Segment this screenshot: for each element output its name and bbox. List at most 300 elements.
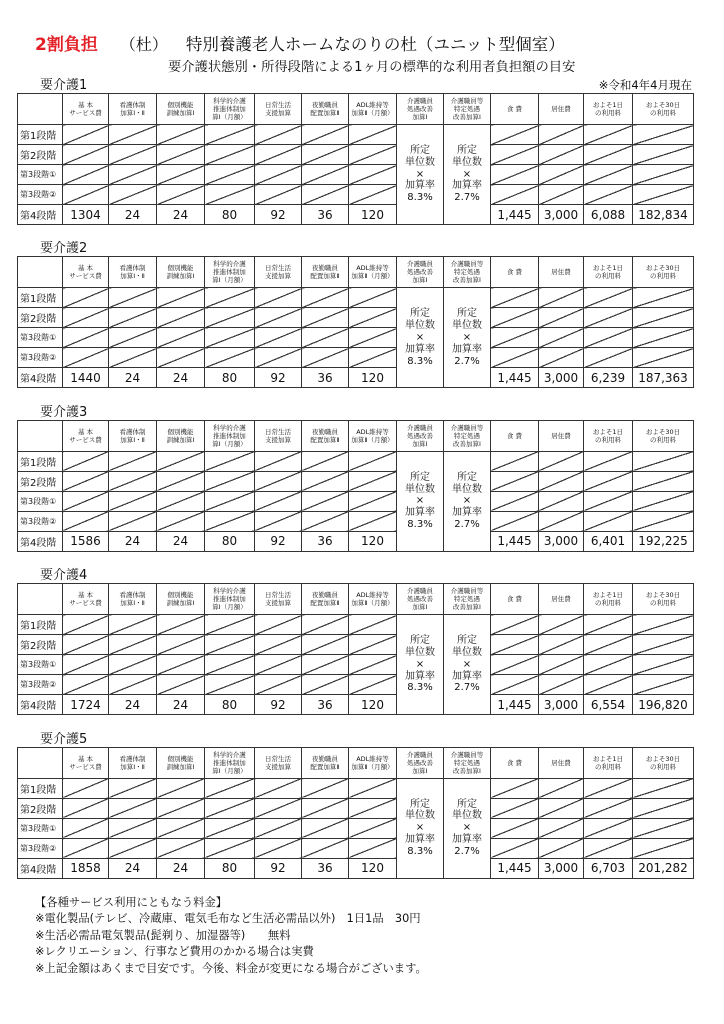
not-applicable-cell — [302, 511, 349, 531]
residence-cost: 3,000 — [539, 205, 584, 225]
stage-row — [18, 308, 694, 328]
stage-row — [18, 818, 694, 838]
col-header-residence-cost: 居住費 — [539, 420, 584, 451]
not-applicable-cell — [539, 185, 584, 205]
care-level-section — [17, 405, 693, 568]
not-applicable-cell — [633, 451, 694, 471]
col-header-daily-life-support: 日常生活 支援加算 — [255, 94, 302, 125]
not-applicable-cell — [491, 308, 539, 328]
not-applicable-cell — [302, 838, 349, 858]
stage-row — [18, 368, 694, 388]
daily-fee-estimate: 6,088 — [584, 205, 633, 225]
not-applicable-cell — [539, 348, 584, 368]
not-applicable-cell — [205, 818, 255, 838]
as-of-date: ※令和4年4月現在 — [598, 78, 692, 92]
not-applicable-cell — [157, 798, 205, 818]
addition-formula: 所定 単位数 × 加算率 — [405, 635, 435, 682]
not-applicable-cell — [63, 778, 109, 798]
not-applicable-cell — [302, 328, 349, 348]
col-header-night-staff: 夜勤職員 配置加算Ⅱ — [302, 94, 349, 125]
not-applicable-cell — [109, 348, 157, 368]
addition-formula: 所定 単位数 × 加算率 — [405, 308, 435, 355]
not-applicable-cell — [63, 308, 109, 328]
not-applicable-cell — [109, 818, 157, 838]
not-applicable-cell — [491, 778, 539, 798]
not-applicable-cell — [539, 288, 584, 308]
stage-label: 第1段階 — [18, 288, 63, 308]
col-header-treatment-improvement: 介護職員 処遇改善 加算Ⅰ — [397, 94, 444, 125]
not-applicable-cell — [255, 451, 302, 471]
col-header-adl: ADL維持等 加算Ⅱ（月額） — [349, 94, 397, 125]
not-applicable-cell — [63, 471, 109, 491]
not-applicable-cell — [539, 615, 584, 635]
not-applicable-cell — [633, 675, 694, 695]
col-header-food-cost: 食 費 — [491, 584, 539, 615]
col-header-residence-cost: 居住費 — [539, 584, 584, 615]
care-level-section — [17, 568, 693, 731]
col-header-daily-life-support: 日常生活 支援加算 — [255, 747, 302, 778]
col-header-base-service: 基 本 サービス費 — [63, 747, 109, 778]
not-applicable-cell — [491, 675, 539, 695]
monthly-fee-estimate: 196,820 — [633, 695, 694, 715]
stage-row — [18, 655, 694, 675]
not-applicable-cell — [584, 818, 633, 838]
not-applicable-cell — [539, 308, 584, 328]
col-header-daily-fee: およそ1日 の利用料 — [584, 257, 633, 288]
not-applicable-cell — [205, 778, 255, 798]
not-applicable-cell — [539, 125, 584, 145]
facility-abbreviation: （杜） — [119, 35, 168, 54]
stage-row — [18, 635, 694, 655]
not-applicable-cell — [633, 145, 694, 165]
col-header-residence-cost: 居住費 — [539, 747, 584, 778]
function-training-addition: 24 — [157, 695, 205, 715]
not-applicable-cell — [491, 491, 539, 511]
not-applicable-cell — [539, 451, 584, 471]
not-applicable-cell — [633, 778, 694, 798]
specific-treatment-note — [444, 615, 491, 715]
stage-label: 第4段階 — [18, 531, 63, 551]
not-applicable-cell — [157, 165, 205, 185]
not-applicable-cell — [255, 838, 302, 858]
not-applicable-cell — [157, 675, 205, 695]
not-applicable-cell — [491, 798, 539, 818]
document-title — [35, 35, 565, 55]
col-header-adl: ADL維持等 加算Ⅱ（月額） — [349, 584, 397, 615]
not-applicable-cell — [255, 491, 302, 511]
scientific-care-addition: 80 — [205, 368, 255, 388]
col-header-food-cost: 食 費 — [491, 257, 539, 288]
not-applicable-cell — [584, 675, 633, 695]
treatment-rate: 8.3% — [407, 682, 433, 694]
not-applicable-cell — [633, 655, 694, 675]
not-applicable-cell — [109, 491, 157, 511]
base-service-fee: 1858 — [63, 858, 109, 878]
col-header-adl: ADL維持等 加算Ⅱ（月額） — [349, 420, 397, 451]
not-applicable-cell — [109, 308, 157, 328]
fee-table — [17, 747, 694, 879]
not-applicable-cell — [584, 145, 633, 165]
not-applicable-cell — [302, 185, 349, 205]
not-applicable-cell — [109, 655, 157, 675]
not-applicable-cell — [157, 348, 205, 368]
not-applicable-cell — [584, 288, 633, 308]
col-header-specific-treatment: 介護職員等 特定処遇 改善加算Ⅰ — [444, 257, 491, 288]
col-header-food-cost: 食 費 — [491, 420, 539, 451]
not-applicable-cell — [349, 798, 397, 818]
stage-label: 第3段階② — [18, 675, 63, 695]
not-applicable-cell — [205, 615, 255, 635]
col-header-nursing-system: 看護体制 加算Ⅰ・Ⅱ — [109, 584, 157, 615]
not-applicable-cell — [584, 451, 633, 471]
specific-treatment-note — [444, 778, 491, 878]
daily-life-support-addition: 92 — [255, 205, 302, 225]
fee-table — [17, 93, 694, 225]
not-applicable-cell — [63, 185, 109, 205]
not-applicable-cell — [539, 471, 584, 491]
not-applicable-cell — [63, 165, 109, 185]
stage-row — [18, 695, 694, 715]
not-applicable-cell — [255, 635, 302, 655]
addition-formula: 所定 単位数 × 加算率 — [452, 635, 482, 682]
care-level-title: 要介護4 — [40, 568, 88, 584]
not-applicable-cell — [255, 798, 302, 818]
not-applicable-cell — [302, 288, 349, 308]
not-applicable-cell — [109, 798, 157, 818]
not-applicable-cell — [205, 838, 255, 858]
stage-label: 第3段階① — [18, 818, 63, 838]
facility-name: 特別養護老人ホームなのりの杜（ユニット型個室） — [185, 35, 565, 54]
not-applicable-cell — [302, 145, 349, 165]
treatment-rate: 8.3% — [407, 518, 433, 530]
nursing-system-addition: 24 — [109, 858, 157, 878]
function-training-addition: 24 — [157, 858, 205, 878]
not-applicable-cell — [539, 798, 584, 818]
stage-label: 第3段階② — [18, 511, 63, 531]
not-applicable-cell — [205, 185, 255, 205]
stage-label: 第3段階② — [18, 838, 63, 858]
residence-cost: 3,000 — [539, 531, 584, 551]
not-applicable-cell — [302, 125, 349, 145]
col-header-30-day-fee: およそ30日 の利用料 — [633, 420, 694, 451]
addition-formula: 所定 単位数 × 加算率 — [452, 798, 482, 845]
col-header-base-service: 基 本 サービス費 — [63, 420, 109, 451]
not-applicable-cell — [157, 511, 205, 531]
not-applicable-cell — [584, 615, 633, 635]
stage-row — [18, 185, 694, 205]
header-row — [18, 420, 694, 451]
not-applicable-cell — [584, 635, 633, 655]
monthly-fee-estimate: 182,834 — [633, 205, 694, 225]
corner-cell — [18, 747, 63, 778]
not-applicable-cell — [63, 451, 109, 471]
not-applicable-cell — [109, 165, 157, 185]
stage-label: 第4段階 — [18, 858, 63, 878]
not-applicable-cell — [539, 838, 584, 858]
care-level-title: 要介護1 — [40, 78, 88, 93]
stage-row — [18, 471, 694, 491]
not-applicable-cell — [255, 655, 302, 675]
not-applicable-cell — [633, 328, 694, 348]
not-applicable-cell — [491, 818, 539, 838]
not-applicable-cell — [349, 491, 397, 511]
not-applicable-cell — [255, 511, 302, 531]
not-applicable-cell — [302, 675, 349, 695]
stage-row — [18, 675, 694, 695]
col-header-residence-cost: 居住費 — [539, 94, 584, 125]
not-applicable-cell — [584, 165, 633, 185]
care-level-title: 要介護3 — [40, 404, 88, 420]
specific-treatment-rate: 2.7% — [454, 845, 480, 857]
not-applicable-cell — [63, 655, 109, 675]
adl-addition: 120 — [349, 858, 397, 878]
residence-cost: 3,000 — [539, 695, 584, 715]
col-header-30-day-fee: およそ30日 の利用料 — [633, 584, 694, 615]
not-applicable-cell — [157, 145, 205, 165]
food-cost: 1,445 — [491, 531, 539, 551]
document-subtitle: 要介護状態別・所得段階による1ヶ月の標準的な利用者負担額の目安 — [168, 60, 576, 75]
not-applicable-cell — [349, 165, 397, 185]
stage-label: 第3段階① — [18, 491, 63, 511]
specific-treatment-note — [444, 125, 491, 225]
food-cost: 1,445 — [491, 858, 539, 878]
not-applicable-cell — [63, 838, 109, 858]
col-header-function-training: 個別機能 訓練加算Ⅰ — [157, 94, 205, 125]
not-applicable-cell — [205, 635, 255, 655]
not-applicable-cell — [302, 798, 349, 818]
base-service-fee: 1724 — [63, 695, 109, 715]
col-header-base-service: 基 本 サービス費 — [63, 257, 109, 288]
not-applicable-cell — [255, 185, 302, 205]
not-applicable-cell — [539, 511, 584, 531]
stage-label: 第1段階 — [18, 125, 63, 145]
not-applicable-cell — [633, 838, 694, 858]
not-applicable-cell — [255, 125, 302, 145]
not-applicable-cell — [109, 288, 157, 308]
not-applicable-cell — [255, 675, 302, 695]
food-cost: 1,445 — [491, 205, 539, 225]
night-staff-addition: 36 — [302, 205, 349, 225]
not-applicable-cell — [205, 288, 255, 308]
stage-label: 第2段階 — [18, 471, 63, 491]
not-applicable-cell — [539, 491, 584, 511]
not-applicable-cell — [255, 308, 302, 328]
night-staff-addition: 36 — [302, 858, 349, 878]
col-header-specific-treatment: 介護職員等 特定処遇 改善加算Ⅰ — [444, 420, 491, 451]
food-cost: 1,445 — [491, 695, 539, 715]
treatment-improvement-note — [397, 288, 444, 388]
specific-treatment-rate: 2.7% — [454, 682, 480, 694]
not-applicable-cell — [157, 778, 205, 798]
not-applicable-cell — [539, 778, 584, 798]
not-applicable-cell — [302, 165, 349, 185]
stage-row — [18, 288, 694, 308]
col-header-function-training: 個別機能 訓練加算Ⅰ — [157, 747, 205, 778]
not-applicable-cell — [491, 288, 539, 308]
not-applicable-cell — [205, 348, 255, 368]
not-applicable-cell — [539, 818, 584, 838]
corner-cell — [18, 257, 63, 288]
corner-cell — [18, 420, 63, 451]
care-level-title: 要介護2 — [40, 241, 88, 257]
not-applicable-cell — [63, 288, 109, 308]
adl-addition: 120 — [349, 205, 397, 225]
col-header-daily-fee: およそ1日 の利用料 — [584, 420, 633, 451]
not-applicable-cell — [109, 838, 157, 858]
burden-ratio-label: 2割負担 — [35, 35, 98, 55]
not-applicable-cell — [63, 818, 109, 838]
not-applicable-cell — [539, 165, 584, 185]
food-cost: 1,445 — [491, 368, 539, 388]
col-header-scientific-care: 科学的介護 推進体制加 算Ⅰ（月額） — [205, 94, 255, 125]
not-applicable-cell — [349, 451, 397, 471]
stage-row — [18, 205, 694, 225]
not-applicable-cell — [157, 635, 205, 655]
not-applicable-cell — [584, 511, 633, 531]
night-staff-addition: 36 — [302, 531, 349, 551]
col-header-residence-cost: 居住費 — [539, 257, 584, 288]
stage-label: 第1段階 — [18, 451, 63, 471]
stage-row — [18, 165, 694, 185]
not-applicable-cell — [255, 145, 302, 165]
not-applicable-cell — [302, 491, 349, 511]
not-applicable-cell — [349, 145, 397, 165]
col-header-base-service: 基 本 サービス費 — [63, 94, 109, 125]
specific-treatment-note — [444, 451, 491, 551]
header-row — [18, 94, 694, 125]
not-applicable-cell — [491, 348, 539, 368]
not-applicable-cell — [584, 491, 633, 511]
col-header-night-staff: 夜勤職員 配置加算Ⅱ — [302, 747, 349, 778]
scientific-care-addition: 80 — [205, 205, 255, 225]
nursing-system-addition: 24 — [109, 695, 157, 715]
not-applicable-cell — [491, 328, 539, 348]
not-applicable-cell — [205, 328, 255, 348]
col-header-food-cost: 食 費 — [491, 747, 539, 778]
corner-cell — [18, 584, 63, 615]
not-applicable-cell — [491, 655, 539, 675]
not-applicable-cell — [584, 185, 633, 205]
not-applicable-cell — [205, 471, 255, 491]
not-applicable-cell — [205, 145, 255, 165]
not-applicable-cell — [633, 288, 694, 308]
addition-formula: 所定 単位数 × 加算率 — [405, 471, 435, 519]
not-applicable-cell — [539, 635, 584, 655]
not-applicable-cell — [539, 328, 584, 348]
not-applicable-cell — [63, 798, 109, 818]
not-applicable-cell — [633, 471, 694, 491]
col-header-daily-fee: およそ1日 の利用料 — [584, 747, 633, 778]
daily-life-support-addition: 92 — [255, 531, 302, 551]
treatment-rate: 8.3% — [407, 192, 433, 204]
not-applicable-cell — [109, 328, 157, 348]
col-header-treatment-improvement: 介護職員 処遇改善 加算Ⅰ — [397, 584, 444, 615]
not-applicable-cell — [584, 308, 633, 328]
col-header-nursing-system: 看護体制 加算Ⅰ・Ⅱ — [109, 420, 157, 451]
not-applicable-cell — [205, 511, 255, 531]
not-applicable-cell — [633, 491, 694, 511]
not-applicable-cell — [63, 675, 109, 695]
daily-life-support-addition: 92 — [255, 858, 302, 878]
not-applicable-cell — [255, 165, 302, 185]
residence-cost: 3,000 — [539, 858, 584, 878]
specific-treatment-note — [444, 288, 491, 388]
stage-label: 第2段階 — [18, 145, 63, 165]
not-applicable-cell — [302, 818, 349, 838]
not-applicable-cell — [349, 838, 397, 858]
stage-label: 第2段階 — [18, 635, 63, 655]
nursing-system-addition: 24 — [109, 531, 157, 551]
col-header-scientific-care: 科学的介護 推進体制加 算Ⅰ（月額） — [205, 747, 255, 778]
col-header-adl: ADL維持等 加算Ⅱ（月額） — [349, 257, 397, 288]
col-header-treatment-improvement: 介護職員 処遇改善 加算Ⅰ — [397, 747, 444, 778]
treatment-improvement-note — [397, 125, 444, 225]
stage-label: 第1段階 — [18, 615, 63, 635]
not-applicable-cell — [255, 471, 302, 491]
col-header-nursing-system: 看護体制 加算Ⅰ・Ⅱ — [109, 747, 157, 778]
function-training-addition: 24 — [157, 531, 205, 551]
not-applicable-cell — [255, 288, 302, 308]
not-applicable-cell — [491, 125, 539, 145]
not-applicable-cell — [491, 471, 539, 491]
stage-label: 第4段階 — [18, 205, 63, 225]
stage-label: 第4段階 — [18, 695, 63, 715]
not-applicable-cell — [584, 838, 633, 858]
monthly-fee-estimate: 187,363 — [633, 368, 694, 388]
not-applicable-cell — [63, 125, 109, 145]
col-header-scientific-care: 科学的介護 推進体制加 算Ⅰ（月額） — [205, 257, 255, 288]
not-applicable-cell — [205, 655, 255, 675]
additional-fees-heading: 【各種サービス利用にともなう料金】 — [35, 896, 228, 909]
not-applicable-cell — [633, 348, 694, 368]
fee-note: ※上記金額はあくまで目安です。今後、料金が変更になる場合がございます。 — [35, 961, 427, 975]
daily-fee-estimate: 6,239 — [584, 368, 633, 388]
not-applicable-cell — [302, 348, 349, 368]
not-applicable-cell — [349, 185, 397, 205]
not-applicable-cell — [157, 308, 205, 328]
scientific-care-addition: 80 — [205, 531, 255, 551]
header-row — [18, 257, 694, 288]
stage-row — [18, 838, 694, 858]
not-applicable-cell — [157, 615, 205, 635]
adl-addition: 120 — [349, 695, 397, 715]
not-applicable-cell — [109, 145, 157, 165]
specific-treatment-rate: 2.7% — [454, 518, 480, 530]
col-header-nursing-system: 看護体制 加算Ⅰ・Ⅱ — [109, 94, 157, 125]
not-applicable-cell — [157, 818, 205, 838]
not-applicable-cell — [205, 451, 255, 471]
col-header-night-staff: 夜勤職員 配置加算Ⅱ — [302, 420, 349, 451]
not-applicable-cell — [349, 348, 397, 368]
not-applicable-cell — [349, 288, 397, 308]
stage-row — [18, 798, 694, 818]
not-applicable-cell — [205, 308, 255, 328]
not-applicable-cell — [302, 655, 349, 675]
not-applicable-cell — [584, 328, 633, 348]
not-applicable-cell — [255, 328, 302, 348]
not-applicable-cell — [302, 451, 349, 471]
not-applicable-cell — [349, 328, 397, 348]
nursing-system-addition: 24 — [109, 205, 157, 225]
not-applicable-cell — [349, 511, 397, 531]
not-applicable-cell — [491, 615, 539, 635]
not-applicable-cell — [157, 655, 205, 675]
stage-row — [18, 451, 694, 471]
header-row — [18, 584, 694, 615]
col-header-night-staff: 夜勤職員 配置加算Ⅱ — [302, 584, 349, 615]
col-header-specific-treatment: 介護職員等 特定処遇 改善加算Ⅰ — [444, 584, 491, 615]
not-applicable-cell — [633, 615, 694, 635]
